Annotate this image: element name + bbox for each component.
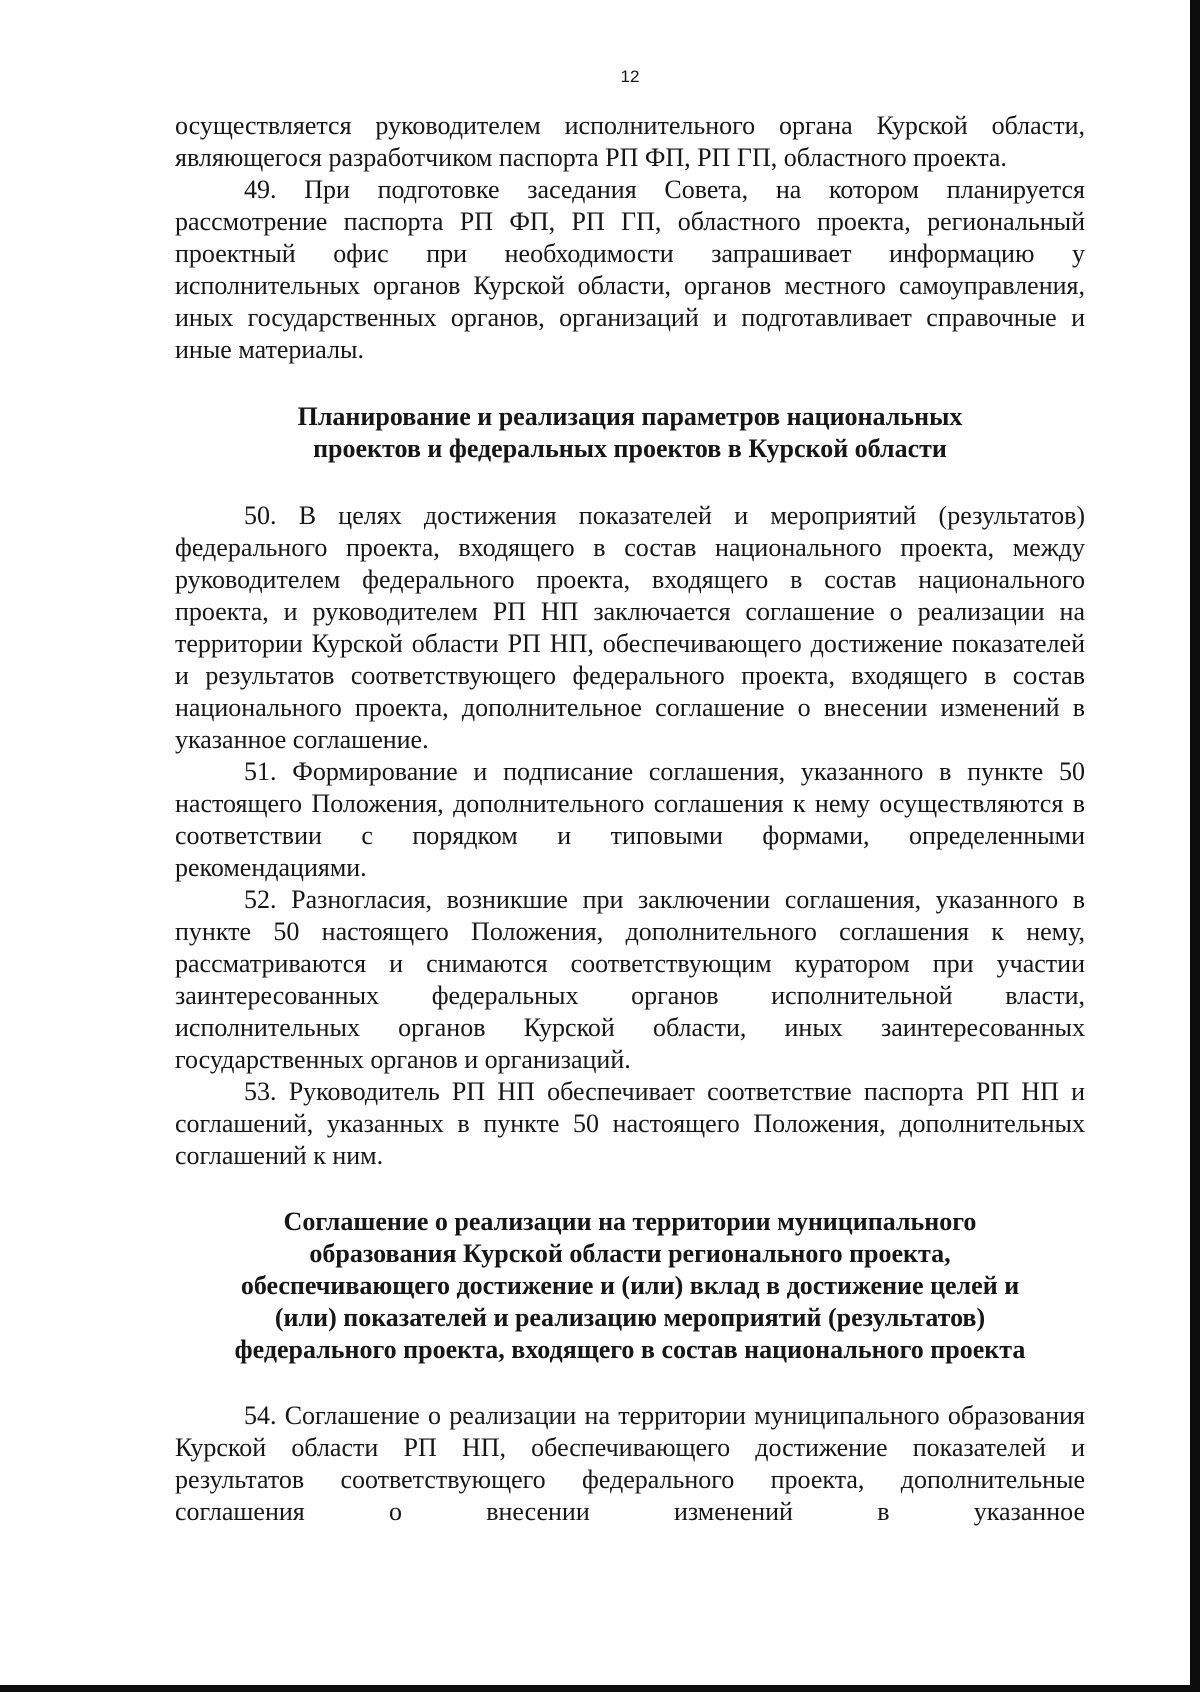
heading-line: обеспечивающего достижение и (или) вклад в достижение целей и: [240, 1271, 1020, 1300]
heading-line: федерального проекта, входящего в состав национального проекта: [234, 1335, 1026, 1364]
heading-line: образования Курской области регионального проекта,: [309, 1239, 951, 1268]
section-heading-planning: [175, 401, 1085, 465]
heading-line: Планирование и реализация параметров национальных: [297, 402, 963, 431]
heading-line: (или) показателей и реализацию мероприятий (результатов): [274, 1303, 986, 1332]
paragraph-53: 53. Руководитель РП НП обеспечивает соответствие паспорта РП НП и соглашений, указанных в пункте 50 настоящего Положения, дополнительных соглашений к ним.: [175, 1077, 1085, 1170]
heading-line: Соглашение о реализации на территории муниципального: [283, 1207, 977, 1236]
scan-border-bottom: [0, 1685, 1200, 1692]
document-page: [175, 66, 1085, 1528]
paragraph-50: 50. В целях достижения показателей и мероприятий (результатов) федерального проекта, входящего в состав национального проекта, между руководителем федерального проекта, входящего в состав национального проекта, и руководителем РП НП заключается соглашение о реализации на территории Курской области РП НП, обеспечивающего достижение показателей и результатов соответствующего федерального проекта, входящего в состав национального проекта, дополнительное соглашение о внесении изменений в указанное соглашение.: [175, 501, 1085, 754]
page-number: 12: [620, 67, 640, 86]
heading-line: проектов и федеральных проектов в Курской области: [313, 434, 947, 463]
paragraph-54: 54. Соглашение о реализации на территории муниципального образования Курской области РП НП, обеспечивающего достижение показателей и результатов соответствующего федерального проекта, дополнительные соглашения о внесении изменений в указанное: [175, 1401, 1085, 1526]
scan-border-right: [1190, 0, 1200, 1692]
paragraph-49: 49. При подготовке заседания Совета, на котором планируется рассмотрение паспорта РП ФП, РП ГП, областного проекта, региональный проектный офис при необходимости запрашивает информацию у исполнительных органов Курской области, органов местного самоуправления, иных государственных органов, организаций и подготавливает справочные и иные материалы.: [175, 175, 1085, 364]
paragraph-continuation: осуществляется руководителем исполнительного органа Курской области, являющегося разработчиком паспорта РП ФП, РП ГП, областного проекта.: [175, 111, 1085, 172]
paragraph-52: 52. Разногласия, возникшие при заключении соглашения, указанного в пункте 50 настоящего Положения, дополнительного соглашения к нему, рассматриваются и снимаются соответствующим куратором при участии заинтересованных федеральных органов исполнительной власти, исполнительных органов Курской области, иных заинтересованных государственных органов и организаций.: [175, 885, 1085, 1074]
section-heading-agreement: [175, 1206, 1085, 1366]
paragraph-51: 51. Формирование и подписание соглашения, указанного в пункте 50 настоящего Положения, дополнительного соглашения к нему осуществляются в соответствии с порядком и типовыми формами, определенными рекомендациями.: [175, 757, 1085, 882]
